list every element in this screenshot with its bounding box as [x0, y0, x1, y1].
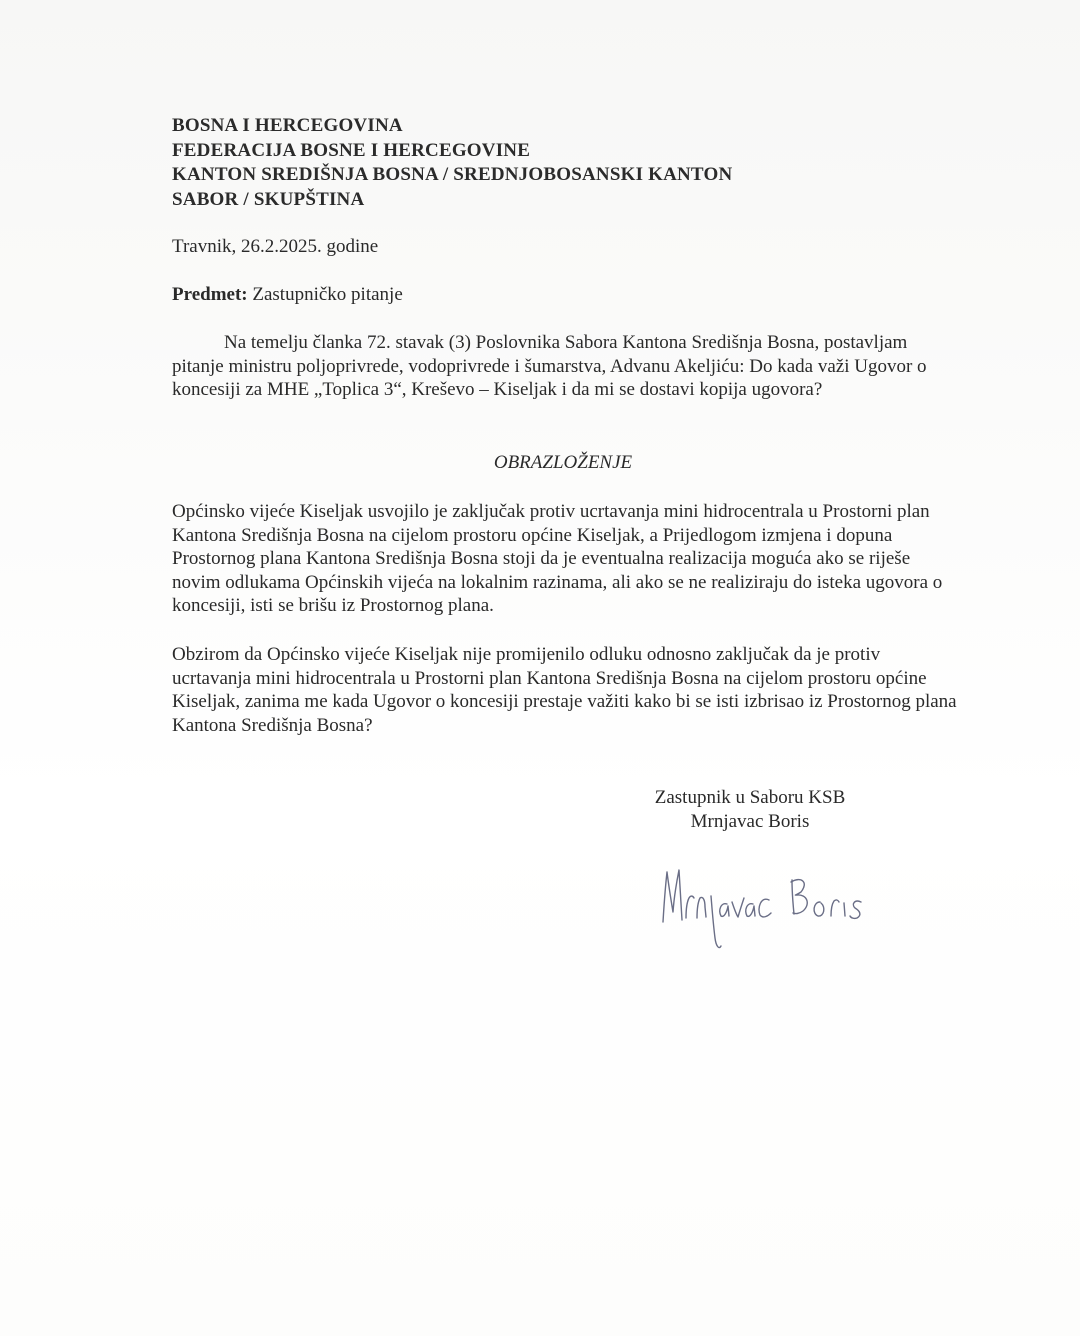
header-federation: FEDERACIJA BOSNE I HERCEGOVINE	[172, 139, 531, 161]
subject-label: Predmet:	[172, 284, 248, 305]
document-header	[172, 114, 732, 212]
document-subject	[172, 284, 403, 306]
header-canton: KANTON SREDIŠNJA BOSNA / SREDNJOBOSANSKI KANTON	[172, 164, 733, 185]
signature-block	[600, 786, 900, 834]
document-date: Travnik, 26.2.2025. godine	[172, 236, 379, 257]
explanation-heading: OBRAZLOŽENJE	[493, 452, 633, 473]
paragraph-question: Na temelju članka 72. stavak (3) Poslovnika Sabora Kantona Središnja Bosna, postavljam pitanje ministru poljoprivrede, vodoprivrede i šumarstva, Advanu Akeljiću: Do kada važi Ugovor o koncesiji za MHE „Toplica 3“, Kreševo – Kiseljak i da mi se dostavi kopija ugovora?	[172, 332, 927, 400]
header-country: BOSNA I HERCEGOVINA	[172, 115, 403, 136]
header-assembly: SABOR / SKUPŠTINA	[172, 188, 365, 210]
paragraph-explanation-2: Obzirom da Općinsko vijeće Kiseljak nije promijenilo odluku odnosno zaključak da je protiv ucrtavanja mini hidrocentrala u Prostorni plan Kantona Središnja Bosna na cijelom prostoru općine Kiseljak, zanima me kada Ugovor o koncesiji prestaje važiti kako bi se isti izbrisao iz Prostornog plana Kantona Središnja Bosna?	[172, 644, 957, 736]
signatory-name: Mrnjavac Boris	[690, 811, 810, 832]
subject-text: Zastupničko pitanje	[252, 284, 403, 305]
signatory-role: Zastupnik u Saboru KSB	[654, 787, 846, 808]
handwritten-signature	[655, 860, 895, 955]
paragraph-explanation-1: Općinsko vijeće Kiseljak usvojilo je zaključak protiv ucrtavanja mini hidrocentrala u Prostorni plan Kantona Središnja Bosna na cijelom prostoru općine Kiseljak, a Prijedlogom izmjena i dopuna Prostornog plana Kantona Središnja Bosna stoji da je eventualna realizacija moguća ako se riješe novim odlukama Općinskih vijeća na lokalnim razinama, ali ako se ne realiziraju do isteka ugovora o koncesiji, isti se brišu iz Prostornog plana.	[172, 501, 943, 616]
